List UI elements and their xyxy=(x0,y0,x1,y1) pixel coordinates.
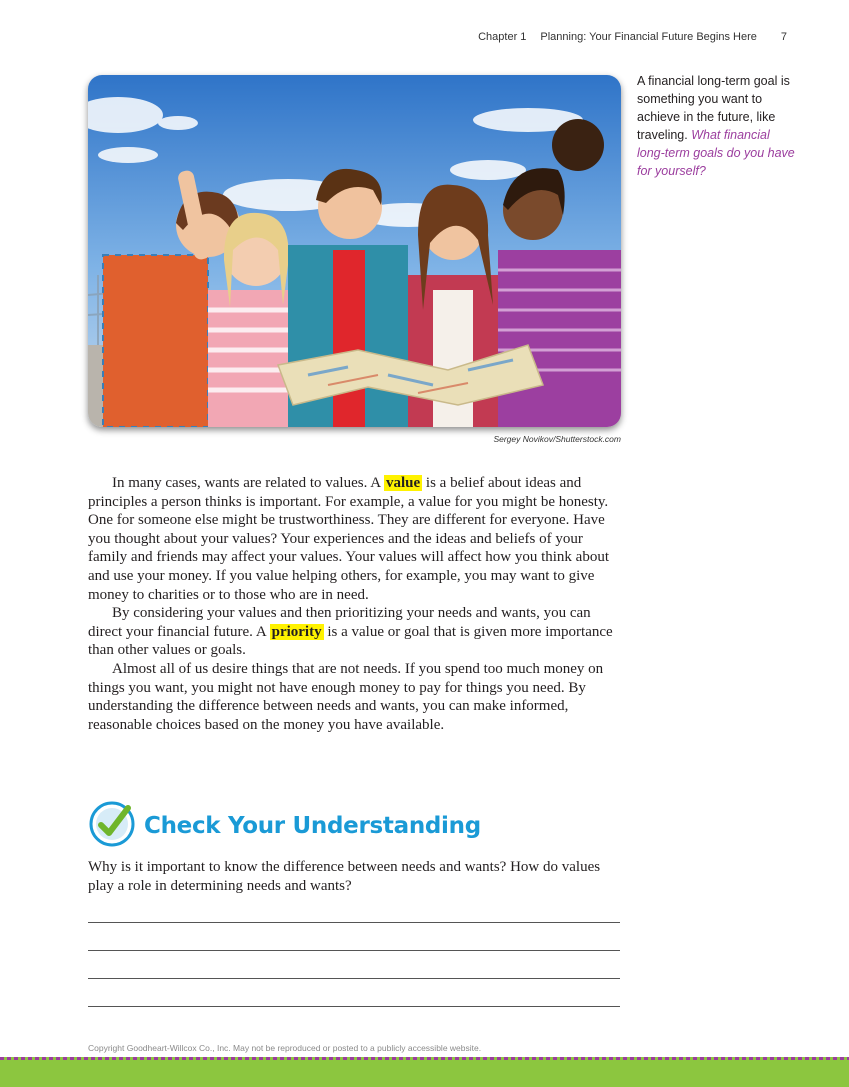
paragraph xyxy=(88,604,616,660)
review-question: Why is it important to know the difference between needs and wants? How do values play a role in determining needs and wants? xyxy=(88,859,601,894)
paragraph xyxy=(88,474,616,604)
chapter-label: Chapter 1 xyxy=(478,31,527,43)
paragraph: Almost all of us desire things that are not needs. If you spend too much money on things you want, you might not have enough money to pay for things you need. By understanding the difference between needs and wants, you can make informed, reasonable choices based on the money you have available. xyxy=(88,660,604,733)
paragraph-text: is a value or goal that is given more importance than other values or goals. xyxy=(88,623,613,659)
answer-line[interactable] xyxy=(88,1006,620,1007)
body-text xyxy=(88,474,616,734)
caption-statement: A financial long-term goal is something you want to achieve in the future, like traveling. xyxy=(637,74,790,142)
photo-friends-with-map xyxy=(88,75,621,427)
key-term-value: value xyxy=(386,475,421,491)
paragraph-text: In many cases, wants are related to values. A xyxy=(112,475,384,491)
sidebar-caption xyxy=(637,72,797,180)
photo-credit: Sergey Novikov/Shutterstock.com xyxy=(493,434,621,444)
copyright-notice: Copyright Goodheart-Willcox Co., Inc. May not be reproduced or posted to a publicly accessible website. xyxy=(88,1043,482,1053)
answer-line[interactable] xyxy=(88,922,620,923)
chapter-title: Planning: Your Financial Future Begins Here xyxy=(540,31,757,43)
photo-illustration xyxy=(88,75,621,427)
answer-line[interactable] xyxy=(88,950,620,951)
check-understanding-title: Check Your Understanding xyxy=(144,813,481,839)
answer-line[interactable] xyxy=(88,978,620,979)
paragraph-text: By considering your values and then prioritizing your needs and wants, you can direct your financial future. A xyxy=(88,605,591,640)
caption-question: What financial long-term goals do you have for yourself? xyxy=(637,128,795,178)
footer-bar xyxy=(0,1057,849,1087)
page-number: 7 xyxy=(780,31,787,43)
running-header xyxy=(478,31,787,43)
check-understanding-heading xyxy=(88,802,481,850)
key-term-priority: priority xyxy=(271,623,322,640)
paragraph-text: is a belief about ideas and principles a person thinks is important. For example, a value for you might be honesty. One for someone else might be trustworthiness. They are different for everyone. Have you thought about your values? Your experiences and the ideas and beliefs of your family and friends may affect your values. Your values will affect how you think about and use your money. If you value helping others, for example, you may want to give money to charities or to those who are in need. xyxy=(88,475,609,603)
checkmark-icon xyxy=(88,800,136,853)
